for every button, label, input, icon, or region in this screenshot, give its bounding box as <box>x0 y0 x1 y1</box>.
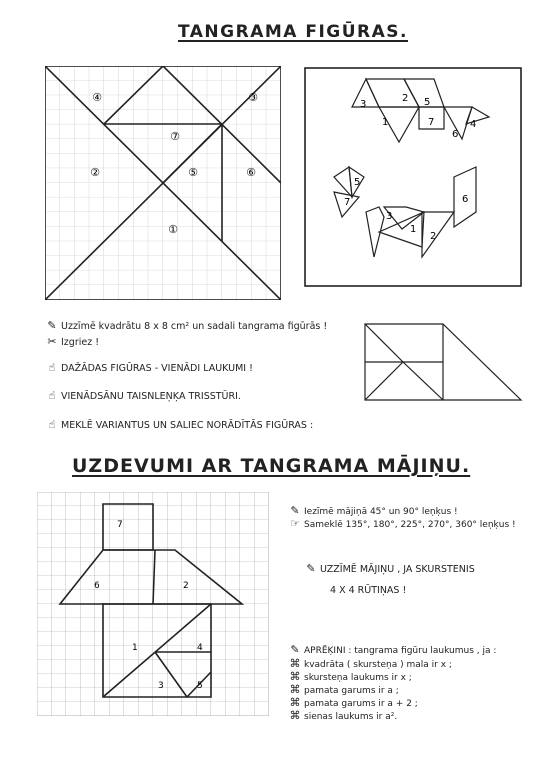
animal-label: 2 <box>430 231 437 242</box>
animal-label: 1 <box>382 117 389 128</box>
tangram-label: ① <box>168 223 178 236</box>
house-label: 3 <box>158 681 164 691</box>
tangram-label: ⑦ <box>170 130 180 143</box>
instruction-find-variants: ☝ MEKLĒ VARIANTUS UN SALIEC NORĀDĪTĀS FIGŪRAS : <box>46 419 313 432</box>
calc-header: ✎ APRĒĶINI : tangrama figūru laukumus , ja : <box>290 643 497 656</box>
task-find-angles: ☞ Sameklē 135°, 180°, 225°, 270°, 360° leņķus ! <box>290 517 516 530</box>
calc-item: ⌘ skursteņa laukums ir x ; <box>289 670 412 683</box>
command-bullet-icon: ⌘ <box>289 696 301 709</box>
task-angles: ✎ Iezīmē mājiņā 45° un 90° leņķus ! <box>290 504 458 517</box>
tangram-square-diagram <box>45 66 281 300</box>
pencil-icon: ✎ <box>47 319 57 332</box>
pointing-hand-icon: ☝ <box>48 389 56 402</box>
tangram-boat-figure <box>363 322 523 402</box>
task-grid-size: 4 X 4 RŪTIŅAS ! <box>330 585 407 596</box>
instruction-draw-square: ✎ Uzzīmē kvadrātu 8 x 8 cm² un sadali tangrama figūrās ! <box>47 319 328 332</box>
pointing-hand-icon: ☝ <box>48 361 56 374</box>
command-bullet-icon: ⌘ <box>289 657 301 670</box>
house-label: 6 <box>94 581 100 591</box>
instruction-different-figures: ☝ DAŽĀDAS FIGŪRAS - VIENĀDI LAUKUMI ! <box>46 362 253 375</box>
animal-label: 2 <box>402 93 409 104</box>
tangram-label: ⑥ <box>246 166 256 179</box>
calc-item: ⌘ kvadrāta ( skursteņa ) mala ir x ; <box>289 657 452 670</box>
command-bullet-icon: ⌘ <box>289 709 301 722</box>
scissors-icon: ✂ <box>47 335 57 348</box>
animal-label: 5 <box>354 177 361 188</box>
animal-label: 7 <box>344 197 351 208</box>
pointing-hand-icon: ☝ <box>48 418 56 431</box>
task-draw-house: ✎ UZZĪMĒ MĀJIŅU , JA SKURSTENIS <box>306 562 475 575</box>
command-bullet-icon: ⌘ <box>289 670 301 683</box>
tangram-label: ③ <box>248 91 258 104</box>
animal-label: 4 <box>470 119 477 130</box>
pencil-icon: ✎ <box>306 562 316 575</box>
instruction-triangles: ☝ VIENĀDSĀNU TAISNLEŅĶA TRISSTŪRI. <box>46 390 241 403</box>
instruction-cut: ✂ Izgriez ! <box>47 335 100 348</box>
tangram-label: ④ <box>92 91 102 104</box>
house-label: 2 <box>183 581 189 591</box>
animal-label: 6 <box>452 129 459 140</box>
calc-item: ⌘ sienas laukums ir a². <box>289 709 398 722</box>
animal-label: 3 <box>360 99 367 110</box>
calc-item: ⌘ pamata garums ir a + 2 ; <box>289 696 418 709</box>
animal-label: 7 <box>428 117 435 128</box>
animal-label: 1 <box>410 224 417 235</box>
house-label: 5 <box>197 681 203 691</box>
tangram-animals-diagram <box>304 67 522 287</box>
tangram-house-diagram <box>37 492 269 716</box>
animal-label: 6 <box>462 194 469 205</box>
animal-label: 3 <box>386 211 393 222</box>
pencil-icon: ✎ <box>290 643 300 656</box>
house-label: 1 <box>132 643 138 653</box>
house-label: 4 <box>197 643 203 653</box>
tangram-label: ⑤ <box>188 166 198 179</box>
animal-label: 5 <box>424 97 431 108</box>
tangram-label: ② <box>90 166 100 179</box>
calc-item: ⌘ pamata garums ir a ; <box>289 683 399 696</box>
command-bullet-icon: ⌘ <box>289 683 301 696</box>
house-label: 7 <box>117 520 123 530</box>
pencil-icon: ✎ <box>290 504 300 517</box>
section-title: UZDEVUMI AR TANGRAMA MĀJIŅU. <box>72 455 471 477</box>
page-title: TANGRAMA FIGŪRAS. <box>178 22 408 42</box>
pointing-hand-icon: ☞ <box>290 517 300 530</box>
